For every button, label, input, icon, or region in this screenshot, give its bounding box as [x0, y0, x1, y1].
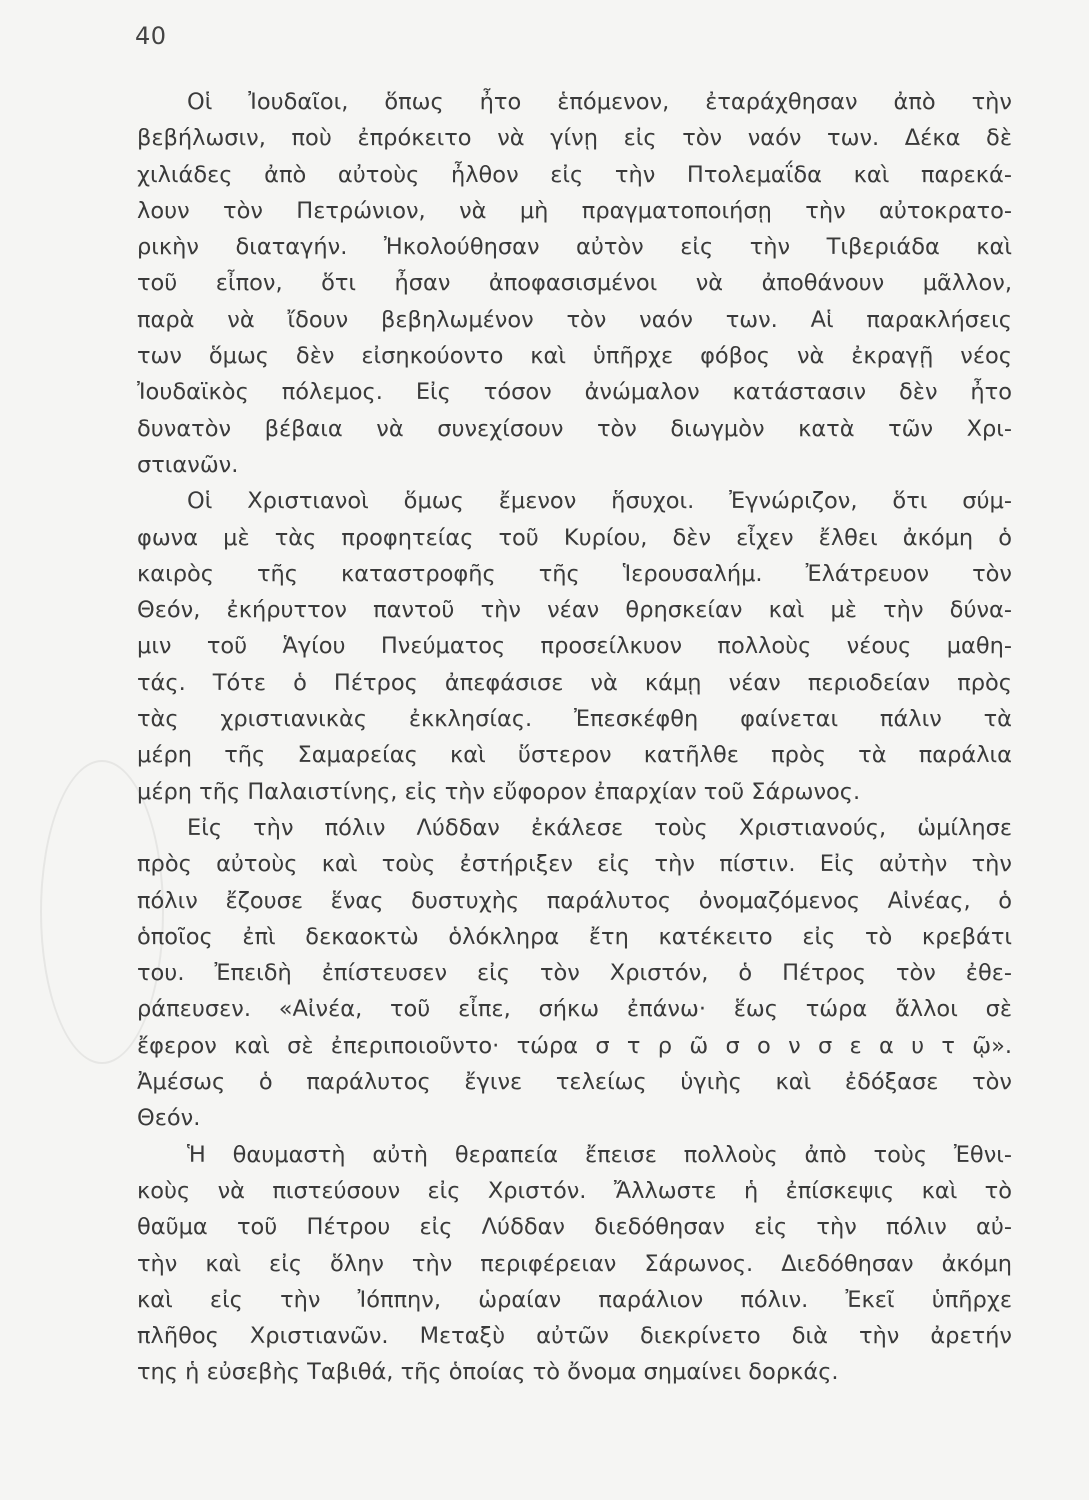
- text-line: πόλιν ἔζουσε ἕνας δυστυχὴς παράλυτος ὀνομαζόμενος Αἰνέας, ὁ: [137, 887, 1012, 914]
- text-line: Θεόν.: [137, 1105, 201, 1132]
- text-line: ρικὴν διαταγήν. Ἠκολούθησαν αὐτὸν εἰς τὴν Τιβεριάδα καὶ: [137, 234, 1012, 261]
- text-line: Θεόν, ἐκήρυττον παντοῦ τὴν νέαν θρησκείαν καὶ μὲ τὴν δύνα-: [137, 597, 1012, 624]
- text-line: δυνατὸν βέβαια νὰ συνεχίσουν τὸν διωγμὸν κατὰ τῶν Χρι-: [137, 415, 1012, 442]
- paragraph-1: [137, 84, 1012, 483]
- text-line: καὶ εἰς τὴν Ἰόππην, ὡραίαν παράλιον πόλιν. Ἐκεῖ ὑπῆρχε: [137, 1286, 1012, 1313]
- text-line: λουν τὸν Πετρώνιον, νὰ μὴ πραγματοποιήσῃ τὴν αὐτοκρατο-: [137, 197, 1012, 224]
- body-text: [137, 84, 1012, 1391]
- text-line: Εἰς τὴν πόλιν Λύδδαν ἐκάλεσε τοὺς Χριστιανούς, ὡμίλησε: [187, 814, 1012, 841]
- text-line: Οἱ Ἰουδαῖοι, ὅπως ἦτο ἑπόμενον, ἐταράχθησαν ἀπὸ τὴν: [187, 89, 1012, 115]
- text-line: Ἡ θαυμαστὴ αὐτὴ θεραπεία ἔπεισε πολλοὺς ἀπὸ τοὺς Ἐθνι-: [187, 1141, 1012, 1168]
- text-line: ἔφερον καὶ σὲ ἐπεριποιοῦντο· τώρα σ τ ρ ῶ σ ο ν σ ε α υ τ ῷ».: [137, 1032, 1012, 1059]
- text-line: κοὺς νὰ πιστεύσουν εἰς Χριστόν. Ἄλλωστε ἡ ἐπίσκεψις καὶ τὸ: [137, 1177, 1012, 1204]
- text-line: καιρὸς τῆς καταστροφῆς τῆς Ἱερουσαλήμ. Ἐλάτρευον τὸν: [137, 560, 1012, 587]
- text-line: μιν τοῦ Ἁγίου Πνεύματος προσείλκυον πολλοὺς νέους μαθη-: [137, 633, 1012, 660]
- text-line: στιανῶν.: [137, 451, 239, 478]
- paragraph-4: [137, 1137, 1012, 1391]
- text-line: ὁποῖος ἐπὶ δεκαοκτὼ ὁλόκληρα ἔτη κατέκειτο εἰς τὸ κρεβάτι: [137, 923, 1012, 950]
- text-line: πρὸς αὐτοὺς καὶ τοὺς ἐστήριξεν εἰς τὴν πίστιν. Εἰς αὐτὴν τὴν: [137, 851, 1012, 878]
- text-line: πλῆθος Χριστιανῶν. Μεταξὺ αὐτῶν διεκρίνετο διὰ τὴν ἀρετήν: [137, 1323, 1012, 1350]
- text-line: βεβήλωσιν, ποὺ ἐπρόκειτο νὰ γίνῃ εἰς τὸν ναόν των. Δέκα δὲ: [137, 125, 1012, 152]
- text-line: μέρη τῆς Σαμαρείας καὶ ὕστερον κατῆλθε πρὸς τὰ παράλια: [137, 742, 1012, 769]
- text-line: ράπευσεν. «Αἰνέα, τοῦ εἶπε, σήκω ἐπάνω· ἕως τώρα ἄλλοι σὲ: [137, 996, 1012, 1023]
- paragraph-2: [137, 483, 1012, 810]
- paragraph-3: [137, 810, 1012, 1137]
- text-line: τοῦ εἶπον, ὅτι ἦσαν ἀποφασισμένοι νὰ ἀποθάνουν μᾶλλον,: [137, 270, 1012, 297]
- text-line: φωνα μὲ τὰς προφητείας τοῦ Κυρίου, δὲν εἶχεν ἔλθει ἀκόμη ὁ: [137, 524, 1012, 551]
- text-line: Οἱ Χριστιανοὶ ὅμως ἔμενον ἥσυχοι. Ἐγνώριζον, ὅτι σύμ-: [187, 488, 1012, 515]
- text-line: Ἀμέσως ὁ παράλυτος ἔγινε τελείως ὑγιὴς καὶ ἐδόξασε τὸν: [137, 1069, 1012, 1096]
- page-number: 40: [135, 22, 167, 50]
- text-line: τὰς χριστιανικὰς ἐκκλησίας. Ἐπεσκέφθη φαίνεται πάλιν τὰ: [137, 706, 1012, 733]
- text-line: τὴν καὶ εἰς ὅλην τὴν περιφέρειαν Σάρωνος. Διεδόθησαν ἀκόμη: [137, 1250, 1012, 1277]
- text-line: τάς. Τότε ὁ Πέτρος ἀπεφάσισε νὰ κάμῃ νέαν περιοδείαν πρὸς: [137, 669, 1012, 696]
- text-line: θαῦμα τοῦ Πέτρου εἰς Λύδδαν διεδόθησαν εἰς τὴν πόλιν αὐ-: [137, 1214, 1012, 1241]
- text-line: μέρη τῆς Παλαιστίνης, εἰς τὴν εὔφορον ἐπαρχίαν τοῦ Σάρωνος.: [137, 778, 861, 805]
- text-line: των ὅμως δὲν εἰσηκούοντο καὶ ὑπῆρχε φόβος νὰ ἐκραγῇ νέος: [137, 343, 1012, 370]
- text-line: παρὰ νὰ ἴδουν βεβηλωμένον τὸν ναόν των. Αἱ παρακλήσεις: [137, 306, 1012, 333]
- text-line: Ἰουδαϊκὸς πόλεμος. Εἰς τόσον ἀνώμαλον κατάστασιν δὲν ἦτο: [137, 379, 1012, 406]
- text-line: της ἡ εὐσεβὴς Ταβιθά, τῆς ὁποίας τὸ ὄνομα σημαίνει δορκάς.: [137, 1359, 839, 1386]
- text-line: του. Ἐπειδὴ ἐπίστευσεν εἰς τὸν Χριστόν, ὁ Πέτρος τὸν ἐθε-: [137, 960, 1012, 987]
- text-line: χιλιάδες ἀπὸ αὐτοὺς ἦλθον εἰς τὴν Πτολεμαΐδα καὶ παρεκά-: [137, 161, 1012, 188]
